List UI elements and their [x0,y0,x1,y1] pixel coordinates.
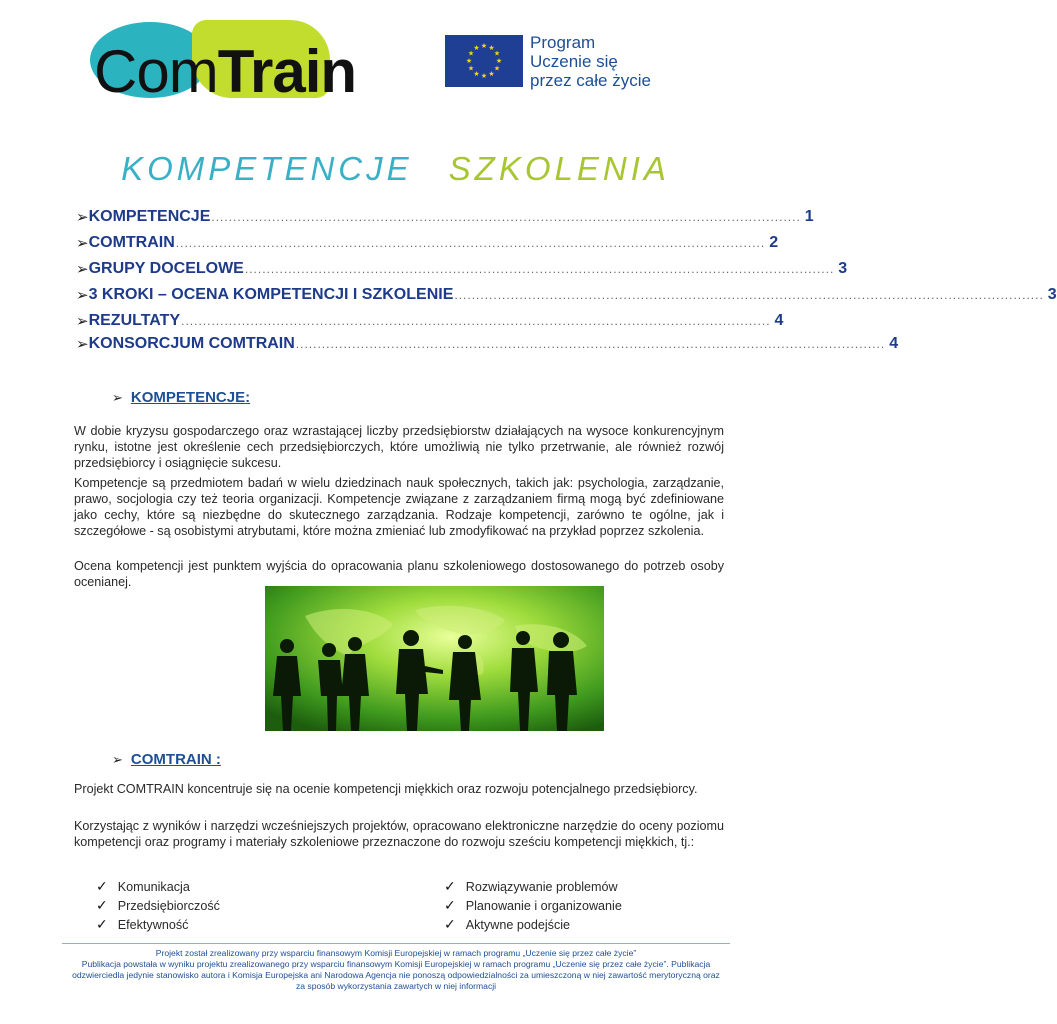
title-word-kompetencje: KOMPETENCJE [121,150,413,187]
eu-program-line1: Program [530,33,596,52]
toc-item-konsorcjum[interactable]: ➢ KONSORCJUM COMTRAIN ........................................................................................................................................ 4 [76,335,899,353]
business-people-photo [265,586,604,731]
arrow-bullet-icon: ➢ [112,752,123,767]
arrow-bullet-icon: ➢ [76,336,89,353]
svg-text:★: ★ [473,70,480,78]
svg-text:★: ★ [473,44,480,52]
paragraph: Projekt COMTRAIN koncentruje się na ocenie kompetencji miękkich oraz rozwoju potencjalnego przedsiębiorcy. [74,782,698,796]
svg-text:★: ★ [495,57,503,65]
footer-disclaimer [70,948,722,992]
paragraph: Korzystając z wyników i narzędzi wcześniejszych projektów, opracowano elektroniczne narzędzie do oceny poziomu kompetencji oraz programy i materiały szkoleniowe przeznaczone do rozwoju sześciu kompetencji miękkich, tj.: [74,819,724,849]
svg-text:★: ★ [467,64,475,73]
list-item: ✓ Efektywność [96,916,189,932]
eu-program-name [530,33,710,90]
eu-program-line2: Uczenie się [530,52,618,71]
toc-page-number: 3 [838,260,848,277]
toc-item-comtrain[interactable]: ➢ COMTRAIN ........................................................................................................................................ 2 [76,234,779,252]
toc-page-number: 3 [1047,286,1057,303]
arrow-bullet-icon: ➢ [76,287,89,304]
document-title [0,150,791,188]
arrow-bullet-icon: ➢ [76,261,89,278]
svg-text:★: ★ [480,72,488,80]
toc-page-number: 1 [804,208,814,225]
arrow-bullet-icon: ➢ [76,209,89,226]
checkmark-icon: ✓ [444,916,456,932]
paragraph: W dobie kryzysu gospodarczego oraz wzrastającej liczby przedsiębiorstw działających na wysoce konkurencyjnym rynku, istotne jest określenie cech przedsiębiorczych, które umożliwią nie tylko przetrwanie, ale również rozwój przedsiębiorcy i osiągnięcie sukcesu. [74,424,724,470]
svg-text:★: ★ [467,49,475,58]
footer-line2: Publikacja powstała w wyniku projektu zrealizowanego przy wsparciu finansowym Komisji Europejskiej w ramach programu „Uczenie się przez całe życie”. Publikacja odzwierciedla jedynie stanowisko autora i Komisja Europejska ani Narodowa Agencja nie ponoszą odpowiedzialności za umieszczoną w niej zawartość merytoryczną oraz za sposób wykorzystania zawartych w niej informacji [72,959,720,991]
eu-flag-icon [445,35,523,87]
logo-text: ComTrain [94,38,357,105]
comtrain-logo [88,20,357,110]
footer-line1: Projekt został zrealizowany przy wsparciu finansowym Komisji Europejskiej w ramach programu „Uczenie się przez całe życie” [155,948,637,958]
toc-item-rezultaty[interactable]: ➢ REZULTATY ........................................................................................................................................ 4 [76,312,784,330]
svg-text:★: ★ [480,42,488,50]
list-item: ✓ Planowanie i organizowanie [444,897,622,913]
arrow-bullet-icon: ➢ [76,313,89,330]
section-heading-comtrain: ➢ COMTRAIN : [112,751,221,768]
section-heading-kompetencje: ➢ KOMPETENCJE: [112,389,251,406]
list-item: ✓ Rozwiązywanie problemów [444,878,618,894]
paragraph: Kompetencje są przedmiotem badań w wielu dziedzinach nauk społecznych, takich jak: psychologia, zarządzanie, prawo, socjologia czy też teoria organizacji. Kompetencje związane z zarządzaniem firmą mogą być zdefiniowane jako cechy, które są niezbędne do skutecznego zarządzania. Rodzaje kompetencji, zarówno te ogólne, jak i szczegółowe - są osobistymi atrybutami, które można zmieniać lub zmodyfikować na przykład poprzez szkolenia. [74,476,724,538]
svg-text:★: ★ [488,70,495,78]
title-word-szkolenia: SZKOLENIA [448,150,670,187]
checkmark-icon: ✓ [444,878,456,894]
svg-text:★: ★ [465,57,473,65]
paragraph: Ocena kompetencji jest punktem wyjścia do opracowania planu szkoleniowego dostosowanego do potrzeb osoby ocenianej. [74,559,724,589]
svg-text:★: ★ [488,44,495,52]
checkmark-icon: ✓ [96,878,108,894]
list-item: ✓ Przedsiębiorczość [96,897,220,913]
toc-page-number: 4 [889,335,899,352]
toc-page-number: 4 [774,312,784,329]
checkmark-icon: ✓ [444,897,456,913]
toc-item-grupy-docelowe[interactable]: ➢ GRUPY DOCELOWE ........................................................................................................................................ 3 [76,260,848,278]
list-item: ✓ Komunikacja [96,878,190,894]
arrow-bullet-icon: ➢ [76,235,89,252]
arrow-bullet-icon: ➢ [112,390,123,405]
svg-text:★: ★ [493,64,501,73]
toc-item-3-kroki[interactable]: ➢ 3 KROKI – OCENA KOMPETENCJI I SZKOLENIE ........................................................................................................................................ 3 [76,286,1057,304]
toc-item-kompetencje[interactable]: ➢ KOMPETENCJE ........................................................................................................................................ 1 [76,208,814,226]
list-item: ✓ Aktywne podejście [444,916,571,932]
toc-page-number: 2 [769,234,779,251]
footer-divider [62,943,730,944]
svg-text:★: ★ [493,49,501,58]
checkmark-icon: ✓ [96,897,108,913]
checkmark-icon: ✓ [96,916,108,932]
eu-program-line3: przez całe życie [530,71,651,90]
